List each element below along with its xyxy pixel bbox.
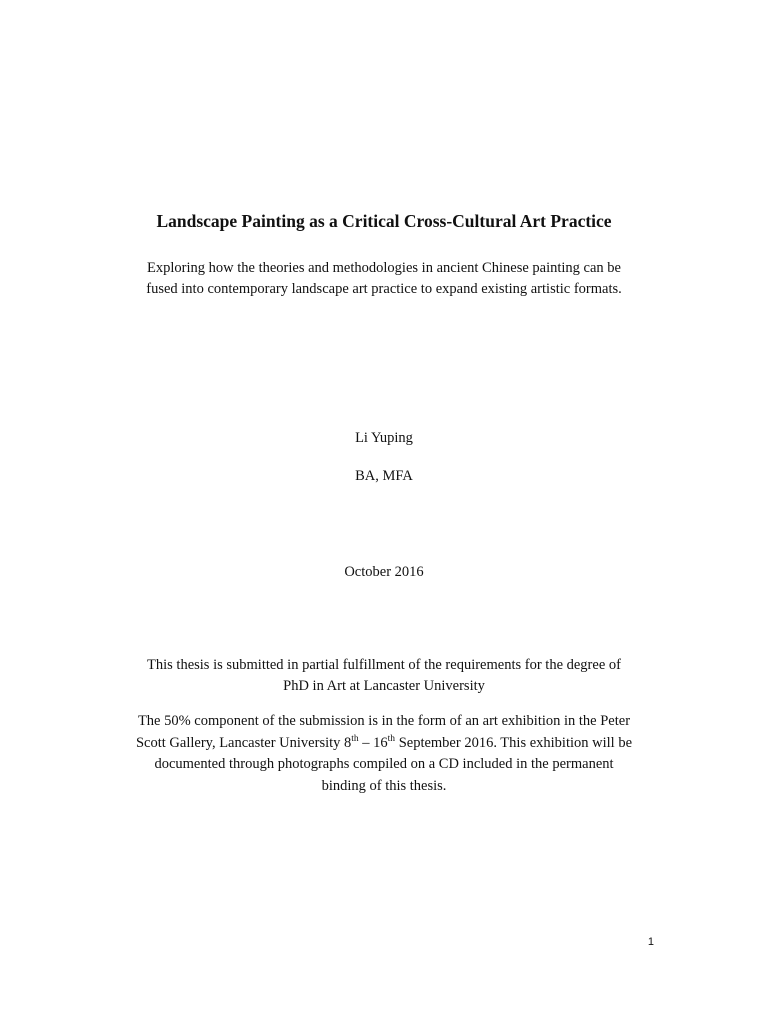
ordinal-suffix: th [387,733,396,744]
thesis-subtitle [96,258,672,300]
exhibition-line: documented through photographs compiled on a CD included in the permanent [154,756,614,772]
exhibition-line [96,733,672,755]
page-number: 1 [647,936,654,948]
submission-line: This thesis is submitted in partial fulfillment of the requirements for the degree of [147,657,621,673]
exhibition-text: – 16 [358,734,388,751]
exhibition-statement [96,711,672,797]
author-name: Li Yuping [355,430,413,446]
subtitle-line: Exploring how the theories and methodologies in ancient Chinese painting can be [147,260,621,276]
exhibition-text: Scott Gallery, Lancaster University 8 [135,734,352,751]
submission-line: PhD in Art at Lancaster University [283,678,485,694]
ordinal-suffix: th [351,733,359,744]
submission-statement [96,655,672,697]
author-degrees: BA, MFA [355,468,413,484]
submission-date: October 2016 [344,564,424,580]
thesis-title: Landscape Painting as a Critical Cross-Cultural Art Practice [156,211,612,231]
exhibition-text: September 2016. This exhibition will be [395,734,633,751]
exhibition-line: binding of this thesis. [321,777,447,794]
exhibition-line: The 50% component of the submission is in the form of an art exhibition in the Peter [137,713,631,729]
subtitle-line: fused into contemporary landscape art practice to expand existing artistic formats. [146,281,622,297]
